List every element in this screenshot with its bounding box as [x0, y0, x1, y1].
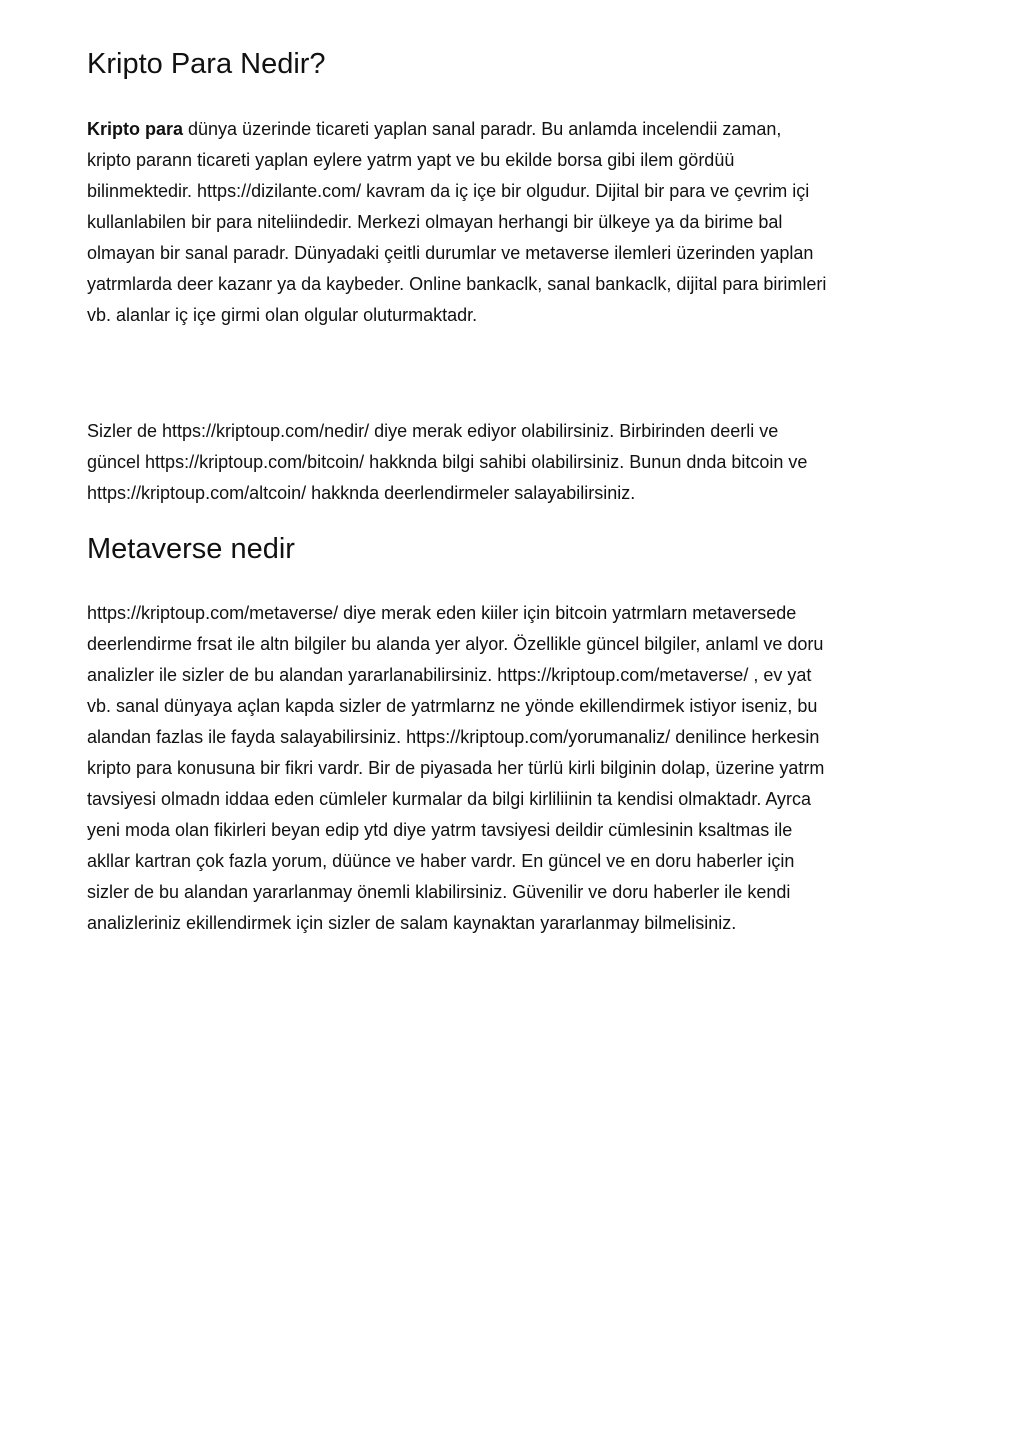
paragraph-line: kripto parann ticareti yaplan eylere yatrm yapt ve bu ekilde borsa gibi ilem gördüü	[87, 150, 735, 170]
paragraph-line: deerlendirme frsat ile altn bilgiler bu alanda yer alyor. Özellikle güncel bilgiler, anlaml ve doru	[87, 634, 824, 654]
paragraph-line: yeni moda olan fikirleri beyan edip ytd diye yatrm tavsiyesi deildir cümlesinin ksaltmas ile	[87, 820, 793, 840]
paragraph-line: vb. alanlar iç içe girmi olan olgular oluturmaktadr.	[87, 305, 478, 325]
line-text: dünya üzerinde ticareti yaplan sanal paradr. Bu anlamda incelendii zaman,	[183, 119, 782, 139]
paragraph-line: analizler ile sizler de bu alandan yararlanabilirsiniz. https://kriptoup.com/metaverse/ , ev yat	[87, 665, 812, 685]
paragraph-metaverse	[87, 598, 947, 939]
paragraph-line: tavsiyesi olmadn iddaa eden cümleler kurmalar da bilgi kirliliinin ta kendisi olmaktadr. Ayrca	[87, 789, 812, 809]
paragraph-line: analizleriniz ekillendirmek için sizler de salam kaynaktan yararlanmay bilmelisiniz.	[87, 913, 737, 933]
heading-metaverse-nedir: Metaverse nedir	[87, 533, 295, 565]
paragraph-line: https://kriptoup.com/altcoin/ hakknda deerlendirmeler salayabilirsiniz.	[87, 483, 636, 503]
paragraph-kriptoup-links	[87, 416, 947, 509]
paragraph-line	[87, 114, 947, 145]
paragraph-kripto-para	[87, 114, 947, 331]
paragraph-line: olmayan bir sanal paradr. Dünyadaki çeitli durumlar ve metaverse ilemleri üzerinden yaplan	[87, 243, 814, 263]
paragraph-line: kripto para konusuna bir fikri vardr. Bir de piyasada her türlü kirli bilginin dolap, üzerine yatrm	[87, 758, 825, 778]
paragraph-line: kullanlabilen bir para niteliindedir. Merkezi olmayan herhangi bir ülkeye ya da birime bal	[87, 212, 783, 232]
paragraph-line: güncel https://kriptoup.com/bitcoin/ hakknda bilgi sahibi olabilirsiniz. Bunun dnda bitcoin ve	[87, 452, 808, 472]
paragraph-line: Sizler de https://kriptoup.com/nedir/ diye merak ediyor olabilirsiniz. Birbirinden deerli ve	[87, 421, 779, 441]
paragraph-line: alandan fazlas ile fayda salayabilirsiniz. https://kriptoup.com/yorumanaliz/ denilince herkesin	[87, 727, 820, 747]
paragraph-line: akllar kartran çok fazla yorum, düünce ve haber vardr. En güncel ve en doru haberler için	[87, 851, 795, 871]
bold-lead-text: Kripto para	[87, 119, 184, 139]
paragraph-line: https://kriptoup.com/metaverse/ diye merak eden kiiler için bitcoin yatrmlarn metaversede	[87, 603, 797, 623]
paragraph-line: yatrmlarda deer kazanr ya da kaybeder. Online bankaclk, sanal bankaclk, dijital para birimleri	[87, 274, 827, 294]
heading-kripto-para-nedir: Kripto Para Nedir?	[87, 48, 326, 80]
paragraph-line: vb. sanal dünyaya açlan kapda sizler de yatrmlarnz ne yönde ekillendirmek istiyor iseniz, bu	[87, 696, 818, 716]
paragraph-line: bilinmektedir. https://dizilante.com/ kavram da iç içe bir olgudur. Dijital bir para ve çevrim içi	[87, 181, 810, 201]
paragraph-line: sizler de bu alandan yararlanmay önemli klabilirsiniz. Güvenilir ve doru haberler ile kendi	[87, 882, 791, 902]
